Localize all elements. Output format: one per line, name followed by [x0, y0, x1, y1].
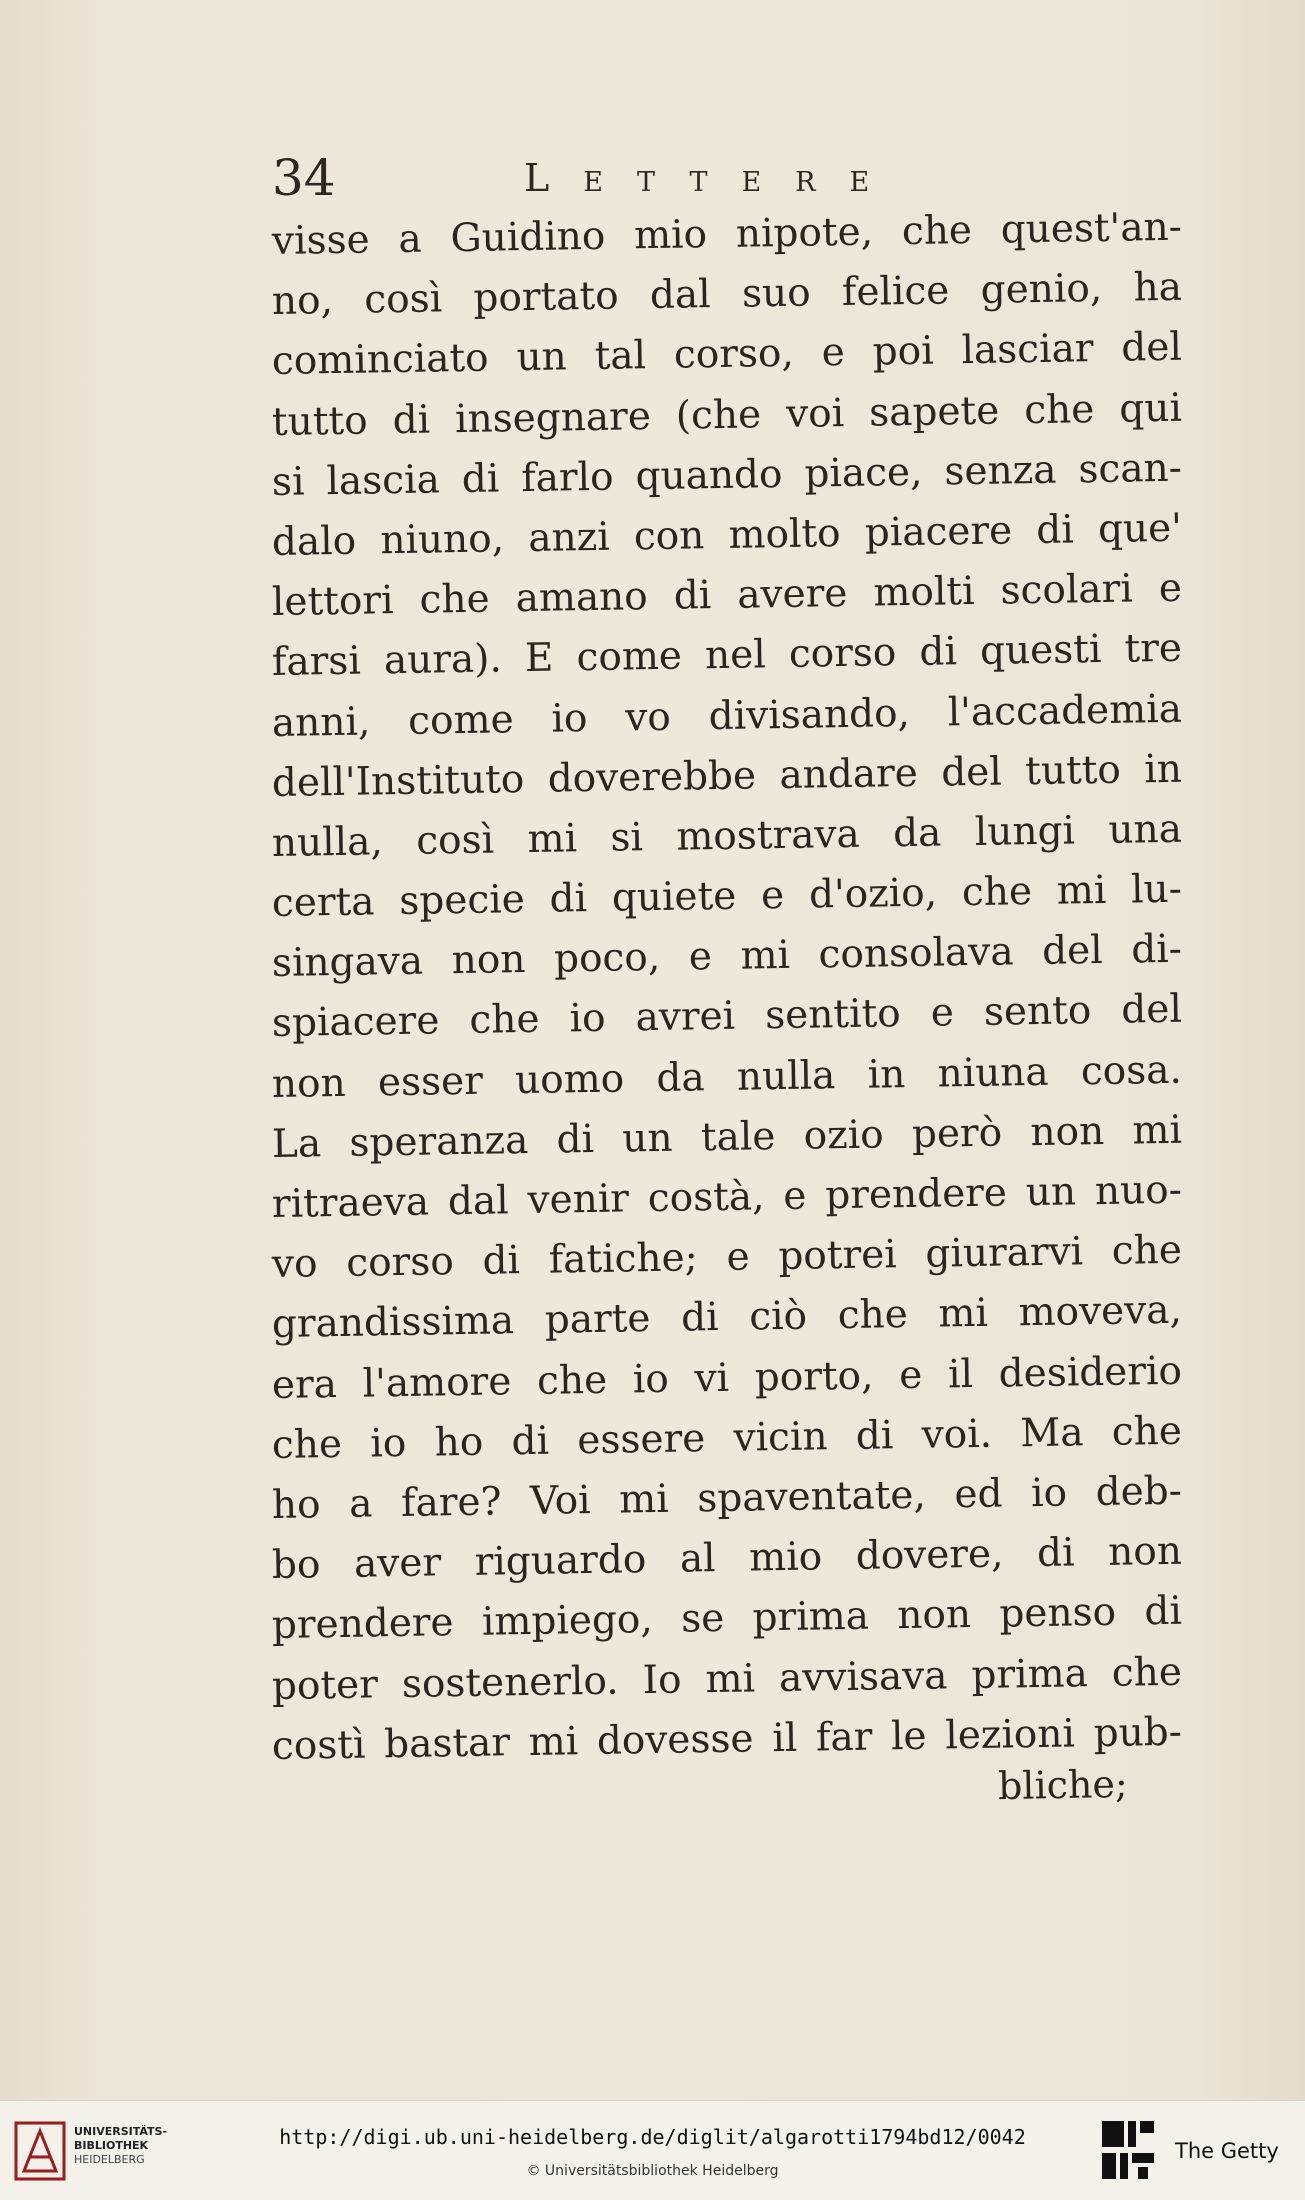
catchword: bliche; [997, 1761, 1129, 1809]
text-line: poter sostenerlo. Io mi avvisava prima che [271, 1649, 1183, 1709]
getty-logo-icon[interactable] [1098, 2117, 1158, 2183]
text-line: dell'Instituto doverebbe andare del tutto in [271, 746, 1183, 806]
page-number: 34 [272, 149, 336, 207]
viewer-footer [0, 2100, 1305, 2200]
copyright-notice: © Universitätsbibliothek Heidelberg [526, 2163, 779, 2179]
text-line: tutto di insegnare (che voi sapete che qui [271, 385, 1183, 445]
text-line: si lascia di farlo quando piace, senza scan- [271, 445, 1183, 505]
text-line: costì bastar mi dovesse il far le lezioni pub- [271, 1709, 1183, 1769]
text-line: lettori che amano di avere molti scolari e [271, 565, 1183, 626]
permalink-url[interactable]: http://digi.ub.uni-heidelberg.de/diglit/algarotti1794bd12/0042 [279, 2125, 1026, 2149]
text-line: visse a Guidino mio nipote, che quest'an- [271, 204, 1183, 264]
text-line: anni, come io vo divisando, l'accademia [271, 686, 1183, 746]
text-line: grandissima parte di ciò che mi moveva, [271, 1288, 1183, 1348]
text-line: La speranza di un tale ozio però non mi [271, 1107, 1183, 1167]
text-line: non esser uomo da nulla in niuna cosa. [271, 1047, 1183, 1107]
partner-name[interactable]: The Getty [1175, 2139, 1279, 2163]
text-line: spiacere che io avrei sentito e sento del [271, 987, 1183, 1047]
text-line: farsi aura). E come nel corso di questi tre [271, 626, 1183, 686]
text-line: nulla, così mi si mostrava da lungi una [271, 806, 1183, 866]
text-line: dalo niuno, anzi con molto piacere di que' [271, 505, 1183, 565]
text-line: vo corso di fatiche; e potrei giurarvi che [271, 1227, 1183, 1288]
text-line: no, così portato dal suo felice genio, ha [271, 264, 1183, 325]
text-line: cominciato un tal corso, e poi lasciar del [271, 325, 1183, 385]
running-title: Lettere [524, 156, 904, 200]
library-name-line: BIBLIOTHEK [74, 2139, 149, 2152]
text-line: era l'amore che io vi porto, e il desiderio [271, 1348, 1183, 1408]
library-name-line: UNIVERSITÄTS- [74, 2125, 168, 2138]
text-line: singava non poco, e mi consolava del di- [271, 926, 1183, 987]
text-line: certa specie di quiete e d'ozio, che mi lu- [271, 866, 1183, 927]
text-line: ho a fare? Voi mi spaventate, ed io deb- [271, 1468, 1183, 1528]
text-line: prendere impiego, se prima non penso di [271, 1589, 1183, 1649]
body-text [271, 204, 1183, 1777]
library-name-line: HEIDELBERG [74, 2153, 145, 2166]
text-line: che io ho di essere vicin di voi. Ma che [271, 1408, 1183, 1468]
text-line: bo aver riguardo al mio dovere, di non [271, 1528, 1183, 1589]
text-line: ritraeva dal venir costà, e prendere un nuo- [271, 1167, 1183, 1227]
